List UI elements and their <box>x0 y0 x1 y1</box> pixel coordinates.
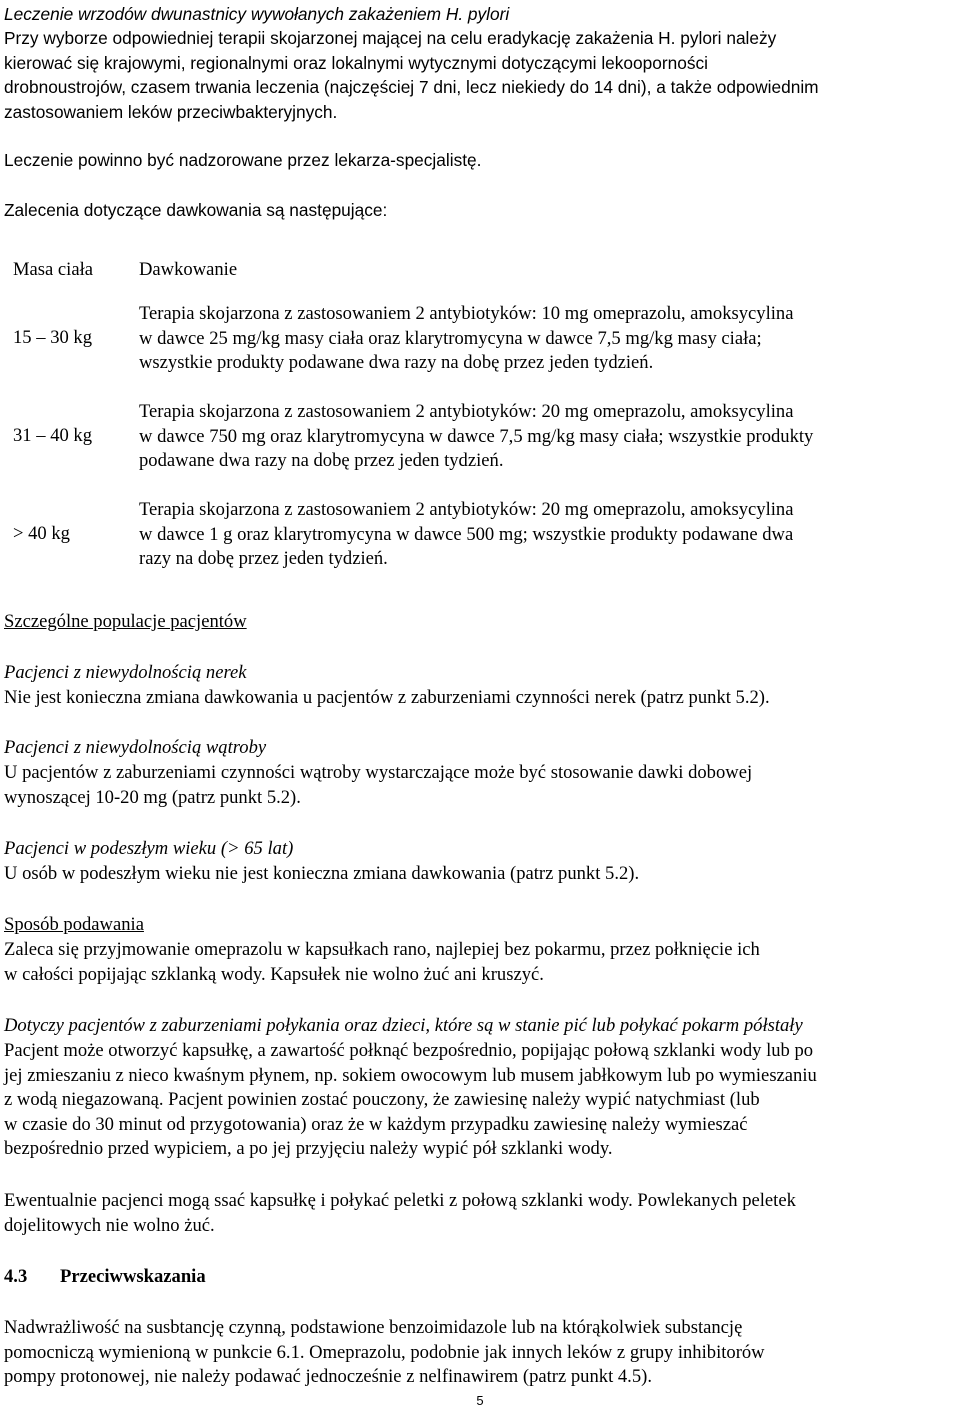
dose-line: Terapia skojarzona z zastosowaniem 2 antybiotyków: 10 mg omeprazolu, amoksycylina <box>139 303 794 324</box>
contraindications-text-line: pomocniczą wymienioną w punkcie 6.1. Omeprazolu, podobnie jak innych leków z grupy inhibitorów <box>4 1341 765 1363</box>
row-mass: > 40 kg <box>13 523 70 544</box>
dysphagia-text-line: bezpośrednio przed wypiciem, a po jej przyjęciu należy wypić pół szklanki wody. <box>4 1138 613 1160</box>
dose-line: wszystkie produkty podawane dwa razy na dobę przez jeden tydzień. <box>139 352 654 374</box>
dose-line: podawane dwa razy na dobę przez jeden tydzień. <box>139 450 504 472</box>
section-number: 4.3 <box>4 1266 28 1287</box>
dysphagia-title <box>4 1014 956 1039</box>
dose-line: razy na dobę przez jeden tydzień. <box>139 548 388 570</box>
elderly-text <box>4 862 956 887</box>
dysphagia-text-line: z wodą niegazowaną. Pacjent powinien zostać pouczony, że zawiesinę należy wypić natychmiast (lub <box>4 1089 760 1111</box>
pellets-text-line: dojelitowych nie wolno żuć. <box>4 1214 215 1236</box>
section-title: Przeciwwskazania <box>60 1266 206 1287</box>
row-mass: 31 – 40 kg <box>13 425 93 446</box>
dysphagia-text-line: Pacjent może otworzyć kapsułkę, a zawartość połknąć bezpośrednio, popijając połową szklanki wody lub po <box>4 1040 814 1061</box>
hepatic-title: Pacjenci z niewydolnością wątroby <box>4 737 267 758</box>
dysphagia-text-line: w czasie do 30 minut od przygotowania) oraz że w każdym przypadku zawiesinę należy wymieszać <box>4 1113 748 1135</box>
dosing-intro: Zalecenia dotyczące dawkowania są następujące: <box>4 200 388 220</box>
elderly-text-line: U osób w podeszłym wieku nie jest konieczna zmiana dawkowania (patrz punkt 5.2). <box>4 863 640 884</box>
supervision-note: Leczenie powinno być nadzorowane przez lekarza-specjalistę. <box>4 150 482 170</box>
hepatic-text <box>4 761 956 810</box>
dysphagia-text <box>4 1039 956 1162</box>
page-number: 5 <box>476 1393 484 1408</box>
header-dose: Dawkowanie <box>139 259 238 280</box>
renal-text-line: Nie jest konieczna zmiana dawkowania u pacjentów z zaburzeniami czynności nerek (patrz punkt 5.2). <box>4 687 770 708</box>
dose-line: Terapia skojarzona z zastosowaniem 2 antybiotyków: 20 mg omeprazolu, amoksycylina <box>139 499 794 520</box>
administration-text-line: w całości popijając szklanką wody. Kapsułek nie wolno żuć ani kruszyć. <box>4 963 544 985</box>
special-populations-heading: Szczególne populacje pacjentów <box>4 611 247 632</box>
row-dose <box>139 498 929 572</box>
elderly-title: Pacjenci w podeszłym wieku (> 65 lat) <box>4 838 294 859</box>
hp-paragraph-line: Przy wyborze odpowiedniej terapii skojarzonej mającej na celu eradykację zakażenia H. pylori należy <box>4 28 777 48</box>
section-title-hp: Leczenie wrzodów dwunastnicy wywołanych zakażeniem H. pylori <box>4 4 510 24</box>
pellets-text <box>4 1189 956 1238</box>
contraindications-text <box>4 1316 956 1390</box>
administration-heading: Sposób podawania <box>4 914 144 935</box>
contraindications-text-line: Nadwrażliwość na susbtancję czynną, podstawione benzoimidazole lub na którąkolwiek substancję <box>4 1317 743 1338</box>
row-mass: 15 – 30 kg <box>13 327 93 348</box>
administration-text-line: Zaleca się przyjmowanie omeprazolu w kapsułkach rano, najlepiej bez pokarmu, przez połknięcie ich <box>4 939 760 960</box>
row-dose <box>139 400 929 474</box>
renal-text <box>4 686 956 711</box>
contraindications-text-line: pompy protonowej, nie należy podawać jednocześnie z nelfinawirem (patrz punkt 4.5). <box>4 1366 652 1388</box>
dose-line: w dawce 1 g oraz klarytromycyna w dawce 500 mg; wszystkie produkty podawane dwa <box>139 523 794 545</box>
dysphagia-title-line: Dotyczy pacjentów z zaburzeniami połykania oraz dzieci, które są w stanie pić lub połykać pokarm półstały <box>4 1015 803 1036</box>
hp-paragraph-line: zastosowaniem leków przeciwbakteryjnych. <box>4 101 338 122</box>
row-dose <box>139 302 929 376</box>
hepatic-text-line: wynoszącej 10-20 mg (patrz punkt 5.2). <box>4 786 301 808</box>
dose-line: w dawce 25 mg/kg masy ciała oraz klarytromycyna w dawce 7,5 mg/kg masy ciała; <box>139 327 762 349</box>
pellets-text-line: Ewentualnie pacjenci mogą ssać kapsułkę i połykać peletki z połową szklanki wody. Powlekanych peletek <box>4 1190 796 1211</box>
contraindications-heading <box>4 1265 206 1290</box>
administration-text <box>4 938 956 987</box>
hp-paragraph <box>4 26 956 124</box>
dose-line: w dawce 750 mg oraz klarytromycyna w dawce 7,5 mg/kg masy ciała; wszystkie produkty <box>139 425 814 447</box>
renal-title: Pacjenci z niewydolnością nerek <box>4 662 247 683</box>
dysphagia-text-line: jej zmieszaniu z nieco kwaśnym płynem, np. sokiem owocowym lub musem jabłkowym lub po wymieszaniu <box>4 1064 817 1086</box>
hp-paragraph-line: kierować się krajowymi, regionalnymi oraz lokalnymi wytycznymi dotyczącymi lekooporności <box>4 52 708 73</box>
hepatic-text-line: U pacjentów z zaburzeniami czynności wątroby wystarczające może być stosowanie dawki dobowej <box>4 762 753 783</box>
dose-line: Terapia skojarzona z zastosowaniem 2 antybiotyków: 20 mg omeprazolu, amoksycylina <box>139 401 794 422</box>
header-mass: Masa ciała <box>13 259 94 280</box>
hp-paragraph-line: drobnoustrojów, czasem trwania leczenia (najczęściej 7 dni, lecz niekiedy do 14 dni), a także odpowiednim <box>4 77 819 98</box>
